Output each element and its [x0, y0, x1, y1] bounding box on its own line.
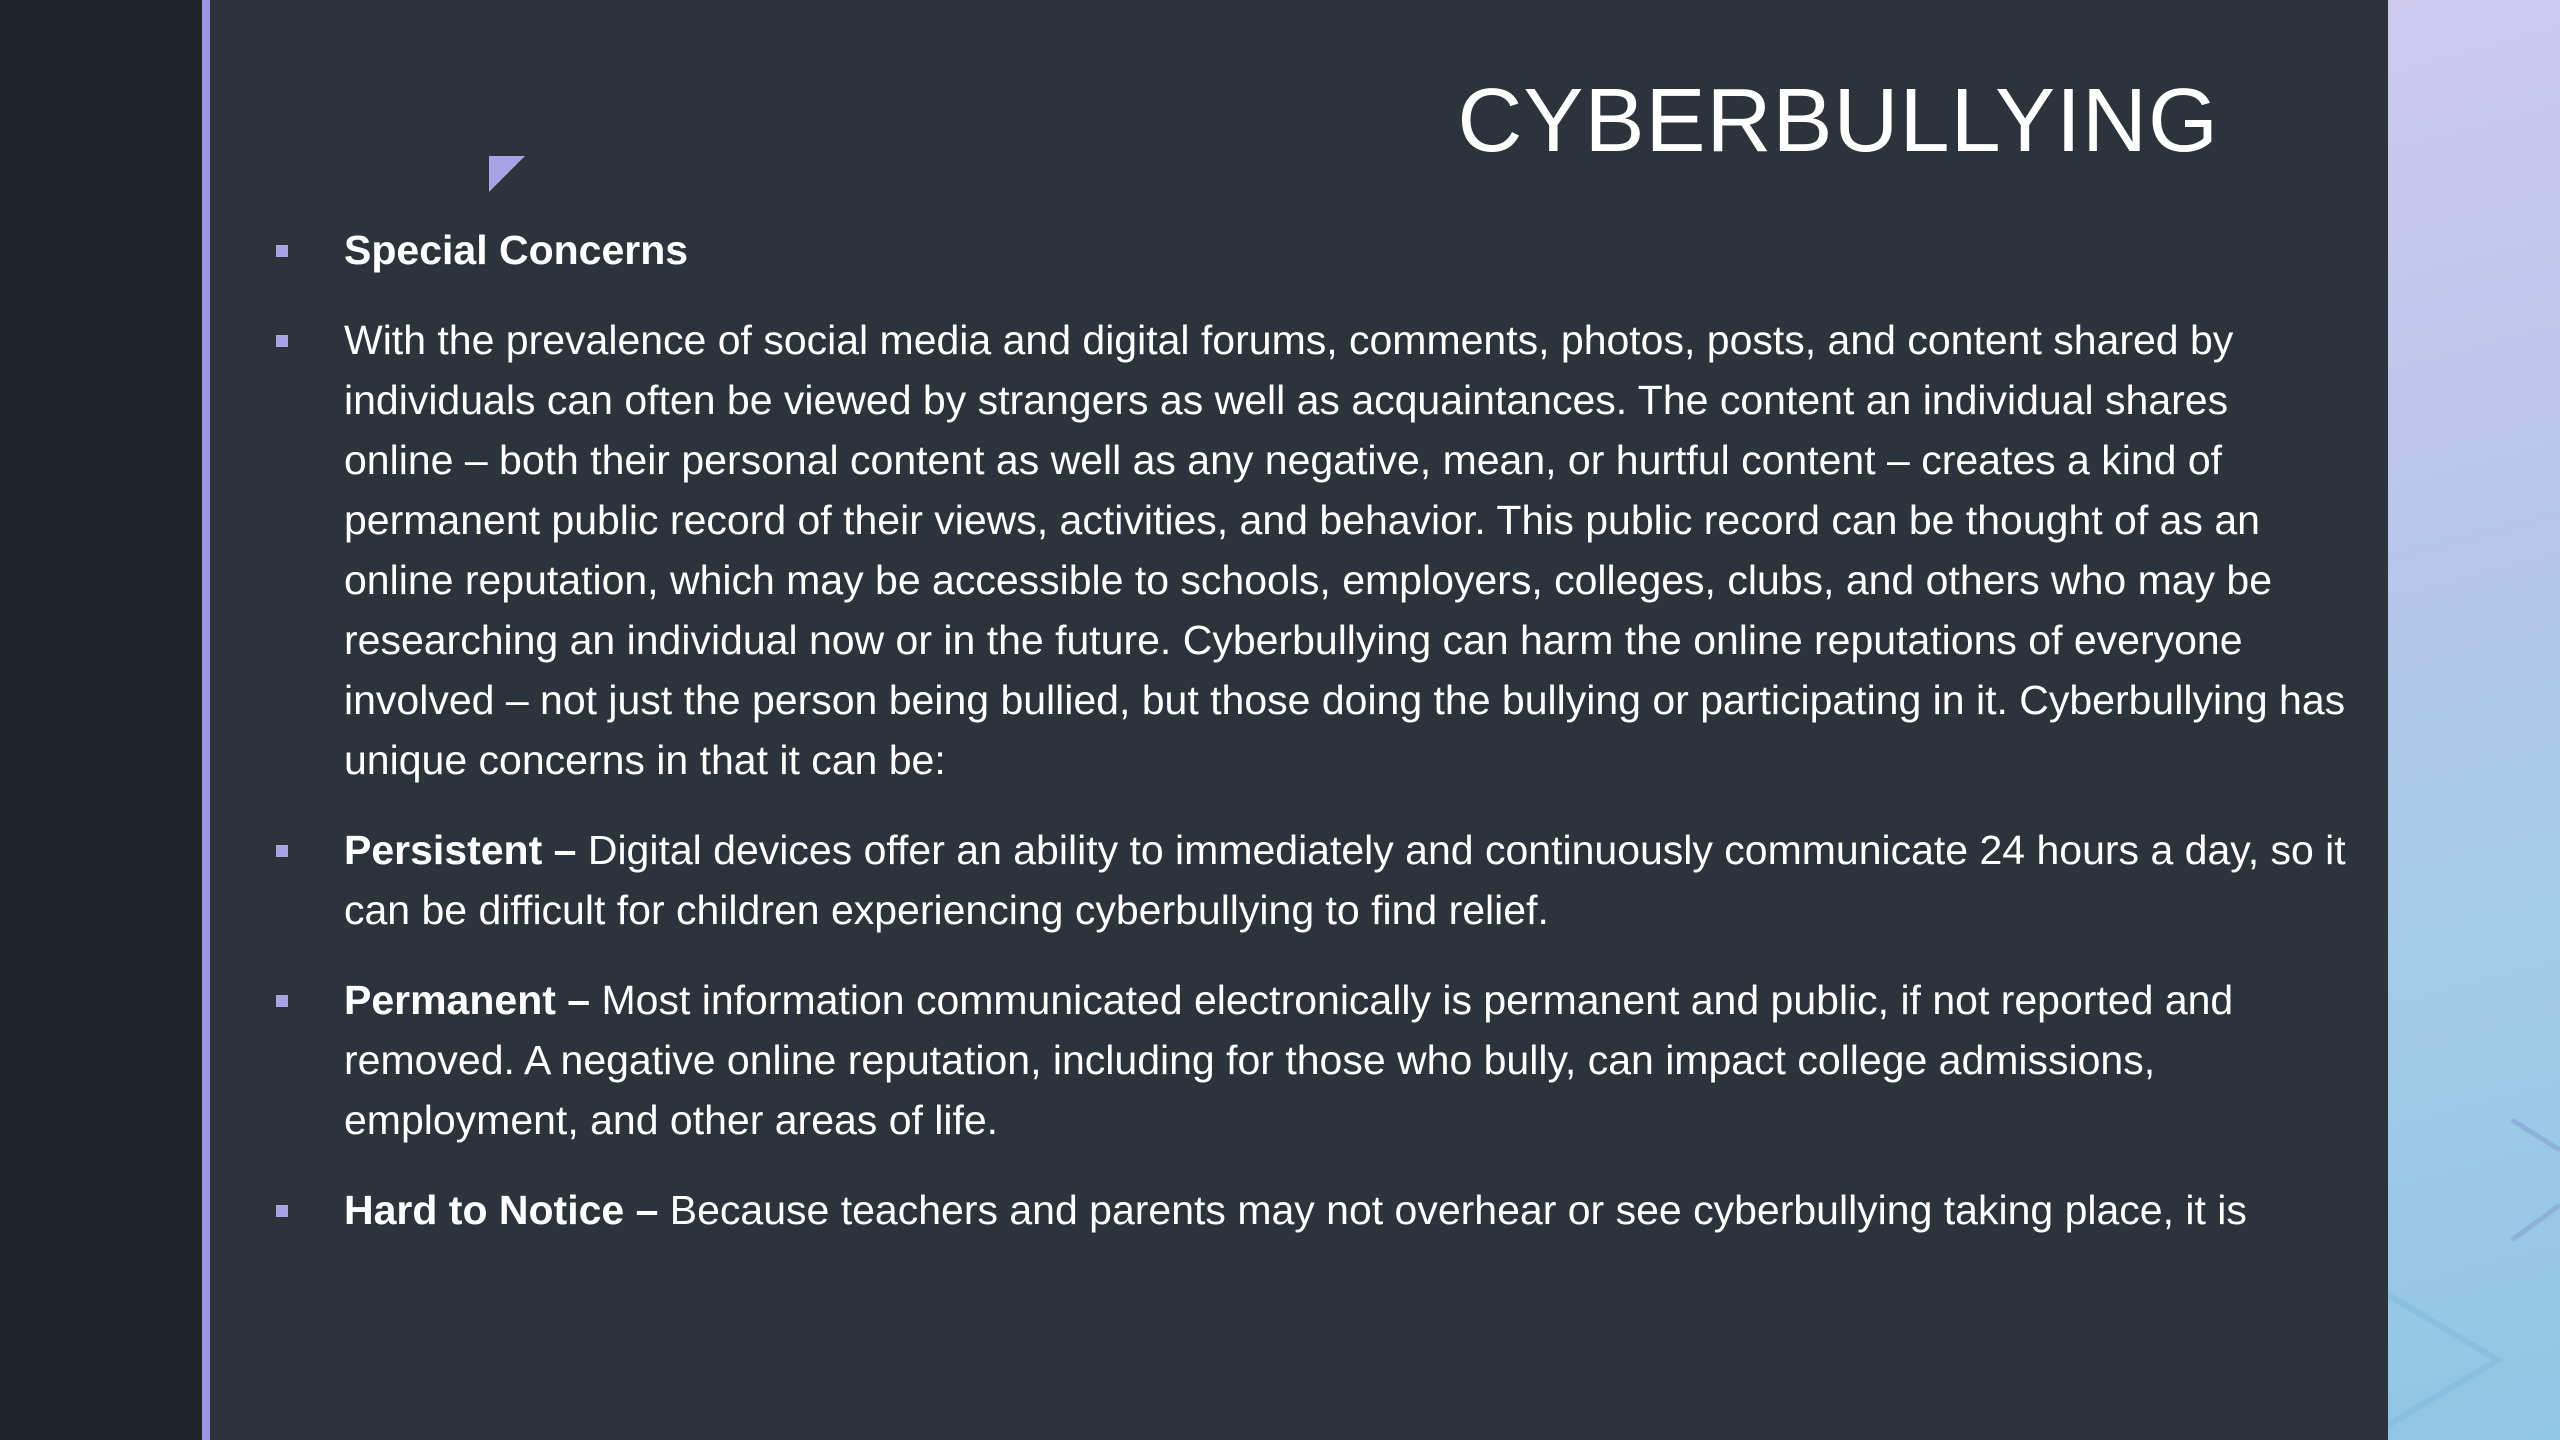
bullet-heading: Hard to Notice – [344, 1187, 670, 1233]
corner-triangle-icon [489, 156, 525, 192]
bullet-icon [276, 1180, 344, 1240]
list-item [276, 310, 2346, 790]
accent-line [202, 0, 210, 1440]
list-item [276, 820, 2346, 940]
bullet-heading: Permanent – [344, 977, 602, 1023]
slide-title: CYBERBULLYING [1457, 71, 2219, 171]
bullet-body: Digital devices offer an ability to immediately and continuously communicate 24 hours a day, so it can be difficult for children experiencing cyberbullying to find relief. [344, 827, 2346, 933]
bullet-icon [276, 220, 344, 280]
bullet-heading: Persistent – [344, 827, 588, 873]
bullet-body: With the prevalence of social media and digital forums, comments, photos, posts, and content shared by individuals can often be viewed by strangers as well as acquaintances. The content an individual shares online – both their personal content as well as any negative, mean, or hurtful content – creates a kind of permanent public record of their views, activities, and behavior. This public record can be thought of as an online reputation, which may be accessible to schools, employers, colleges, clubs, and others who may be researching an individual now or in the future. Cyberbullying can harm the online reputations of everyone involved – not just the person being bullied, but those doing the bullying or participating in it. Cyberbullying has unique concerns in that it can be: [344, 317, 2346, 783]
decorative-side-panel [2388, 0, 2560, 1440]
bullet-icon [276, 820, 344, 880]
chevron-decoration-icon [2388, 0, 2560, 1440]
list-item [276, 1180, 2346, 1240]
bullet-text [344, 220, 2346, 280]
bullet-body: Most information communicated electronically is permanent and public, if not reported and removed. A negative online reputation, including for those who bully, can impact college admissions, employment, and other areas of life. [344, 977, 2234, 1143]
bullet-list [276, 220, 2346, 1270]
list-item [276, 970, 2346, 1150]
bullet-body: Because teachers and parents may not overhear or see cyberbullying taking place, it is [669, 1187, 2247, 1233]
left-margin-strip [0, 0, 202, 1440]
bullet-icon [276, 970, 344, 1030]
bullet-text [344, 1180, 2346, 1240]
bullet-text [344, 820, 2346, 940]
bullet-text [344, 970, 2346, 1150]
list-item [276, 220, 2346, 280]
bullet-heading: Special Concerns [344, 227, 689, 273]
bullet-icon [276, 310, 344, 370]
bullet-text [344, 310, 2346, 790]
